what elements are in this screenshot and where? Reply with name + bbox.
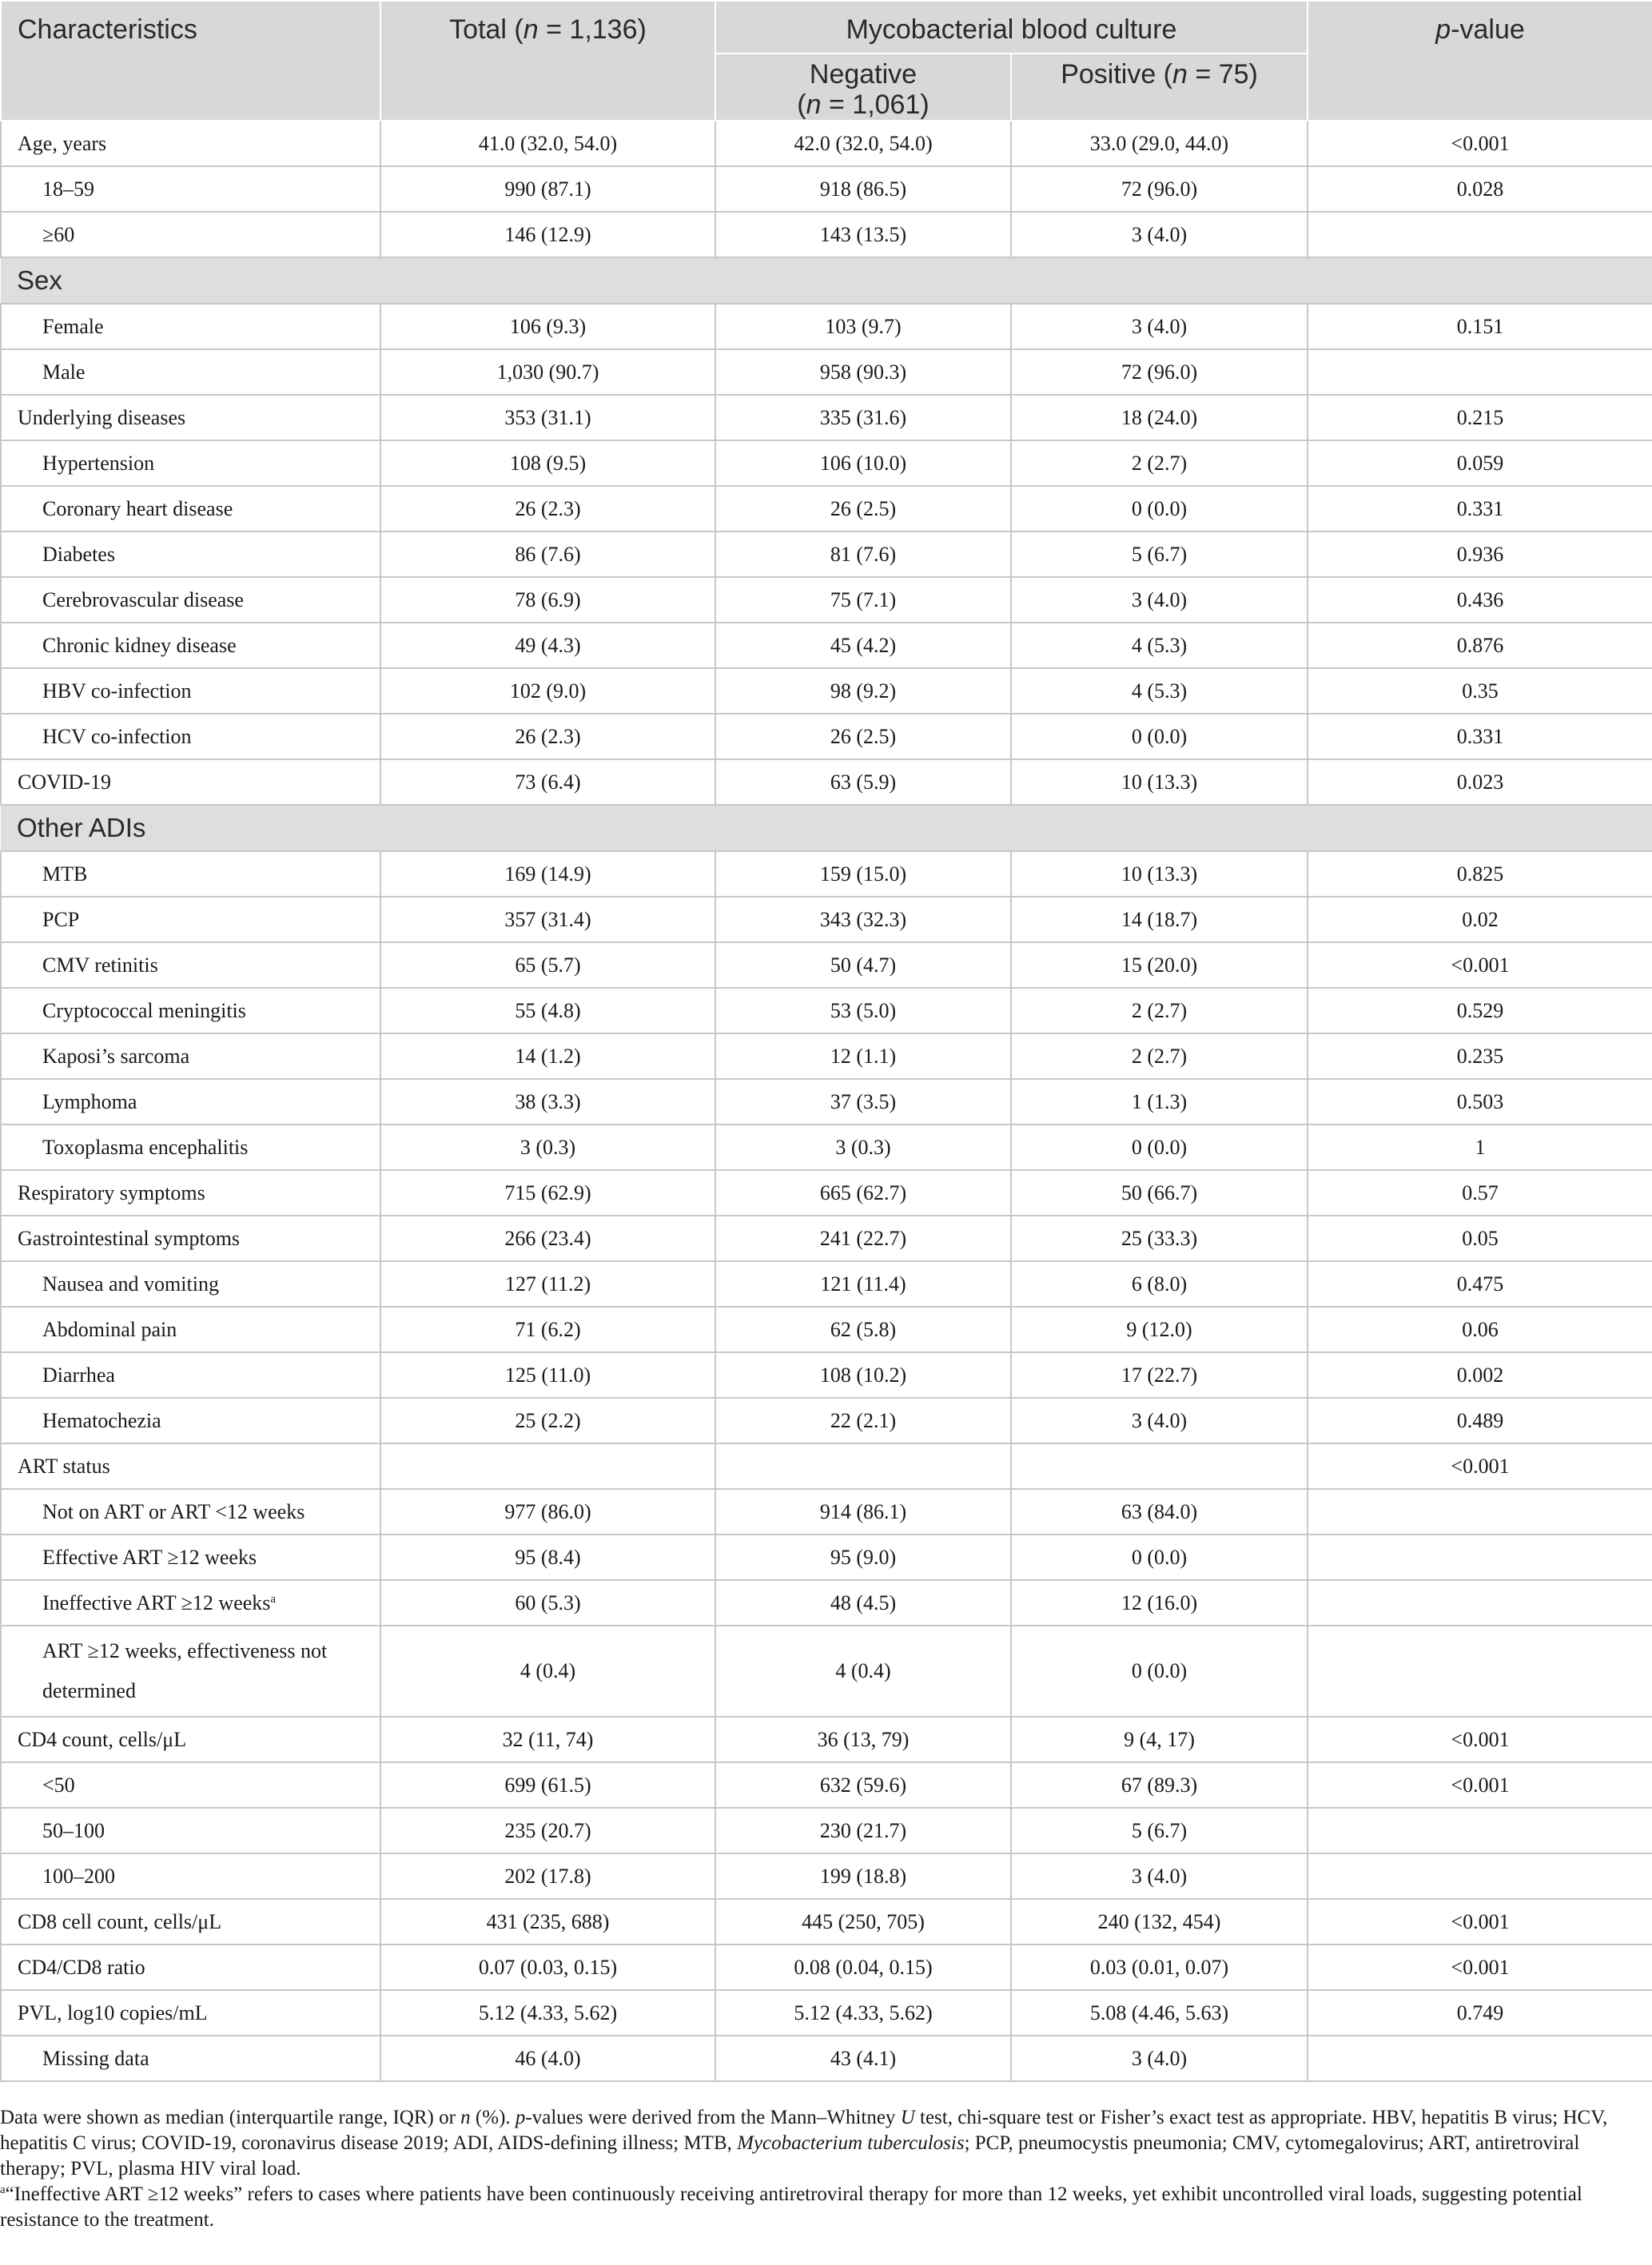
p-value-cell: 0.023 xyxy=(1308,759,1652,805)
p-value-cell: 0.825 xyxy=(1308,851,1652,897)
negative-cell: 665 (62.7) xyxy=(715,1170,1011,1216)
total-cell: 60 (5.3) xyxy=(380,1580,715,1626)
section-header-row xyxy=(1,257,1652,304)
total-cell: 990 (87.1) xyxy=(380,166,715,212)
positive-cell: 2 (2.7) xyxy=(1011,440,1308,486)
table-row xyxy=(1,531,1652,577)
total-cell: 14 (1.2) xyxy=(380,1033,715,1079)
p-value-cell: <0.001 xyxy=(1308,121,1652,166)
row-label: Respiratory symptoms xyxy=(1,1170,380,1216)
negative-cell: 45 (4.2) xyxy=(715,623,1011,668)
negative-cell: 106 (10.0) xyxy=(715,440,1011,486)
p-value-cell: 0.436 xyxy=(1308,577,1652,623)
table-row xyxy=(1,486,1652,531)
p-value-cell: 0.489 xyxy=(1308,1398,1652,1443)
p-value-cell: 0.028 xyxy=(1308,166,1652,212)
total-cell: 715 (62.9) xyxy=(380,1170,715,1216)
positive-cell: 33.0 (29.0, 44.0) xyxy=(1011,121,1308,166)
total-cell: 106 (9.3) xyxy=(380,304,715,349)
negative-cell: 343 (32.3) xyxy=(715,897,1011,942)
positive-cell: 2 (2.7) xyxy=(1011,988,1308,1033)
p-value-cell: <0.001 xyxy=(1308,1717,1652,1762)
row-label: Lymphoma xyxy=(1,1079,380,1125)
row-label: Effective ART ≥12 weeks xyxy=(1,1535,380,1580)
table-row xyxy=(1,1762,1652,1808)
total-cell: 38 (3.3) xyxy=(380,1079,715,1125)
total-cell: 353 (31.1) xyxy=(380,395,715,440)
p-value-cell: 0.876 xyxy=(1308,623,1652,668)
total-cell: 78 (6.9) xyxy=(380,577,715,623)
negative-cell: 230 (21.7) xyxy=(715,1808,1011,1853)
table-row xyxy=(1,212,1652,257)
table-row xyxy=(1,1398,1652,1443)
table-row xyxy=(1,349,1652,395)
total-cell: 0.07 (0.03, 0.15) xyxy=(380,1945,715,1990)
row-label: Cerebrovascular disease xyxy=(1,577,380,623)
negative-cell: 81 (7.6) xyxy=(715,531,1011,577)
table-row xyxy=(1,1033,1652,1079)
positive-cell: 3 (4.0) xyxy=(1011,212,1308,257)
row-label: Male xyxy=(1,349,380,395)
table-row xyxy=(1,1170,1652,1216)
row-label: MTB xyxy=(1,851,380,897)
section-label: Sex xyxy=(1,257,1652,304)
table-row xyxy=(1,1899,1652,1945)
footnote-abbreviations: Data were shown as median (interquartile range, IQR) or n (%). p-values were derived from the Mann–Whitney U test, chi-square test or Fisher’s exact test as appropriate. HBV, hepatitis B virus; HCV, hepatitis C virus; COVID-19, coronavirus disease 2019; ADI, AIDS-defining illness; MTB, Mycobacterium tuberculosis; PCP, pneumocystis pneumonia; CMV, cytomegalovirus; ART, antiretroviral therapy; PVL, plasma HIV viral load. xyxy=(0,2107,1608,2179)
header-characteristics: Characteristics xyxy=(1,1,380,121)
negative-cell: 75 (7.1) xyxy=(715,577,1011,623)
negative-cell: 3 (0.3) xyxy=(715,1125,1011,1170)
p-value-cell xyxy=(1308,349,1652,395)
total-cell: 86 (7.6) xyxy=(380,531,715,577)
p-value-cell: 0.749 xyxy=(1308,1990,1652,2036)
total-cell: 49 (4.3) xyxy=(380,623,715,668)
positive-cell: 10 (13.3) xyxy=(1011,759,1308,805)
positive-cell: 10 (13.3) xyxy=(1011,851,1308,897)
negative-cell: 121 (11.4) xyxy=(715,1261,1011,1307)
row-label: Toxoplasma encephalitis xyxy=(1,1125,380,1170)
row-label: HBV co-infection xyxy=(1,668,380,714)
table-row xyxy=(1,1352,1652,1398)
table-row xyxy=(1,166,1652,212)
negative-cell: 12 (1.1) xyxy=(715,1033,1011,1079)
p-value-cell xyxy=(1308,1535,1652,1580)
p-value-cell: <0.001 xyxy=(1308,1762,1652,1808)
p-value-cell: <0.001 xyxy=(1308,1945,1652,1990)
positive-cell: 14 (18.7) xyxy=(1011,897,1308,942)
negative-cell: 958 (90.3) xyxy=(715,349,1011,395)
total-cell: 431 (235, 688) xyxy=(380,1899,715,1945)
positive-cell: 3 (4.0) xyxy=(1011,304,1308,349)
positive-cell: 240 (132, 454) xyxy=(1011,1899,1308,1945)
total-cell: 125 (11.0) xyxy=(380,1352,715,1398)
header-positive: Positive (n = 75) xyxy=(1011,54,1308,121)
row-label: CD4 count, cells/μL xyxy=(1,1717,380,1762)
negative-cell: 159 (15.0) xyxy=(715,851,1011,897)
negative-cell: 63 (5.9) xyxy=(715,759,1011,805)
total-cell: 73 (6.4) xyxy=(380,759,715,805)
row-label: COVID-19 xyxy=(1,759,380,805)
negative-cell: 53 (5.0) xyxy=(715,988,1011,1033)
table-row xyxy=(1,1535,1652,1580)
total-cell: 41.0 (32.0, 54.0) xyxy=(380,121,715,166)
p-value-cell: 0.331 xyxy=(1308,486,1652,531)
table-row xyxy=(1,1489,1652,1535)
total-cell: 26 (2.3) xyxy=(380,714,715,759)
negative-cell: 0.08 (0.04, 0.15) xyxy=(715,1945,1011,1990)
table-row xyxy=(1,1626,1652,1717)
p-value-cell xyxy=(1308,1626,1652,1717)
table-row xyxy=(1,1443,1652,1489)
table-row xyxy=(1,577,1652,623)
negative-cell: 143 (13.5) xyxy=(715,212,1011,257)
positive-cell: 3 (4.0) xyxy=(1011,1398,1308,1443)
header-negative: Negative (n = 1,061) xyxy=(715,54,1011,121)
p-value-cell: 0.331 xyxy=(1308,714,1652,759)
positive-cell: 0 (0.0) xyxy=(1011,1535,1308,1580)
total-cell: 169 (14.9) xyxy=(380,851,715,897)
table-row xyxy=(1,440,1652,486)
positive-cell: 12 (16.0) xyxy=(1011,1580,1308,1626)
negative-cell: 4 (0.4) xyxy=(715,1626,1011,1717)
p-value-cell xyxy=(1308,1580,1652,1626)
negative-cell: 26 (2.5) xyxy=(715,486,1011,531)
row-label: PVL, log10 copies/mL xyxy=(1,1990,380,2036)
table-row xyxy=(1,1945,1652,1990)
p-value-cell: <0.001 xyxy=(1308,942,1652,988)
table-row xyxy=(1,304,1652,349)
row-label: Nausea and vomiting xyxy=(1,1261,380,1307)
header-total: Total (n = 1,136) xyxy=(380,1,715,121)
table-row xyxy=(1,714,1652,759)
negative-cell: 199 (18.8) xyxy=(715,1853,1011,1899)
negative-cell: 22 (2.1) xyxy=(715,1398,1011,1443)
row-label: ART ≥12 weeks, effectiveness not determined xyxy=(1,1626,380,1717)
total-cell: 5.12 (4.33, 5.62) xyxy=(380,1990,715,2036)
positive-cell: 4 (5.3) xyxy=(1011,668,1308,714)
p-value-cell: 0.35 xyxy=(1308,668,1652,714)
table-row xyxy=(1,623,1652,668)
total-cell xyxy=(380,1443,715,1489)
table-row xyxy=(1,759,1652,805)
row-label: 100–200 xyxy=(1,1853,380,1899)
negative-cell: 445 (250, 705) xyxy=(715,1899,1011,1945)
total-cell: 235 (20.7) xyxy=(380,1808,715,1853)
negative-cell: 42.0 (32.0, 54.0) xyxy=(715,121,1011,166)
total-cell: 4 (0.4) xyxy=(380,1626,715,1717)
header-blood-culture-group: Mycobacterial blood culture xyxy=(715,1,1308,54)
negative-cell: 103 (9.7) xyxy=(715,304,1011,349)
negative-cell: 5.12 (4.33, 5.62) xyxy=(715,1990,1011,2036)
row-label: CMV retinitis xyxy=(1,942,380,988)
row-label: HCV co-infection xyxy=(1,714,380,759)
section-header-row xyxy=(1,805,1652,851)
p-value-cell xyxy=(1308,1808,1652,1853)
row-label: Kaposi’s sarcoma xyxy=(1,1033,380,1079)
positive-cell: 3 (4.0) xyxy=(1011,2036,1308,2081)
p-value-cell xyxy=(1308,1489,1652,1535)
total-cell: 1,030 (90.7) xyxy=(380,349,715,395)
positive-cell: 6 (8.0) xyxy=(1011,1261,1308,1307)
table-row xyxy=(1,121,1652,166)
table-row xyxy=(1,1079,1652,1125)
row-label: 18–59 xyxy=(1,166,380,212)
positive-cell: 50 (66.7) xyxy=(1011,1170,1308,1216)
table-row xyxy=(1,1125,1652,1170)
negative-cell: 335 (31.6) xyxy=(715,395,1011,440)
negative-cell: 43 (4.1) xyxy=(715,2036,1011,2081)
row-label: Missing data xyxy=(1,2036,380,2081)
row-label: Diarrhea xyxy=(1,1352,380,1398)
positive-cell: 63 (84.0) xyxy=(1011,1489,1308,1535)
total-cell: 357 (31.4) xyxy=(380,897,715,942)
positive-cell: 0 (0.0) xyxy=(1011,1125,1308,1170)
table-row xyxy=(1,897,1652,942)
negative-cell xyxy=(715,1443,1011,1489)
positive-cell: 25 (33.3) xyxy=(1011,1216,1308,1261)
positive-cell: 67 (89.3) xyxy=(1011,1762,1308,1808)
table-row xyxy=(1,942,1652,988)
negative-cell: 48 (4.5) xyxy=(715,1580,1011,1626)
row-label: Hematochezia xyxy=(1,1398,380,1443)
row-label: Not on ART or ART <12 weeks xyxy=(1,1489,380,1535)
table-row xyxy=(1,1307,1652,1352)
negative-cell: 918 (86.5) xyxy=(715,166,1011,212)
table-row xyxy=(1,668,1652,714)
table-body xyxy=(1,121,1652,2081)
row-label: Cryptococcal meningitis xyxy=(1,988,380,1033)
positive-cell xyxy=(1011,1443,1308,1489)
negative-cell: 37 (3.5) xyxy=(715,1079,1011,1125)
positive-cell: 4 (5.3) xyxy=(1011,623,1308,668)
total-cell: 71 (6.2) xyxy=(380,1307,715,1352)
total-cell: 65 (5.7) xyxy=(380,942,715,988)
p-value-cell: 0.503 xyxy=(1308,1079,1652,1125)
row-label: Hypertension xyxy=(1,440,380,486)
negative-cell: 914 (86.1) xyxy=(715,1489,1011,1535)
row-label: Age, years xyxy=(1,121,380,166)
positive-cell: 5 (6.7) xyxy=(1011,531,1308,577)
row-label: Female xyxy=(1,304,380,349)
table-row xyxy=(1,1717,1652,1762)
row-label: Chronic kidney disease xyxy=(1,623,380,668)
table-row xyxy=(1,395,1652,440)
total-cell: 55 (4.8) xyxy=(380,988,715,1033)
total-cell: 102 (9.0) xyxy=(380,668,715,714)
positive-cell: 72 (96.0) xyxy=(1011,349,1308,395)
p-value-cell: 0.06 xyxy=(1308,1307,1652,1352)
row-label: Underlying diseases xyxy=(1,395,380,440)
p-value-cell: <0.001 xyxy=(1308,1443,1652,1489)
row-label: ≥60 xyxy=(1,212,380,257)
positive-cell: 18 (24.0) xyxy=(1011,395,1308,440)
row-label: CD4/CD8 ratio xyxy=(1,1945,380,1990)
positive-cell: 5 (6.7) xyxy=(1011,1808,1308,1853)
total-cell: 25 (2.2) xyxy=(380,1398,715,1443)
negative-cell: 26 (2.5) xyxy=(715,714,1011,759)
p-value-cell: 0.002 xyxy=(1308,1352,1652,1398)
row-label: Gastrointestinal symptoms xyxy=(1,1216,380,1261)
table-row xyxy=(1,1990,1652,2036)
p-value-cell: 0.57 xyxy=(1308,1170,1652,1216)
total-cell: 95 (8.4) xyxy=(380,1535,715,1580)
p-value-cell: 1 xyxy=(1308,1125,1652,1170)
p-value-cell: 0.475 xyxy=(1308,1261,1652,1307)
p-value-cell xyxy=(1308,212,1652,257)
p-value-cell: 0.215 xyxy=(1308,395,1652,440)
positive-cell: 5.08 (4.46, 5.63) xyxy=(1011,1990,1308,2036)
row-label: 50–100 xyxy=(1,1808,380,1853)
table-row xyxy=(1,1853,1652,1899)
footnote-a: $^a$“Ineffective ART ≥12 weeks” refers to cases where patients have been continuously receiving antiretroviral therapy for more than 12 weeks, yet exhibit uncontrolled viral loads, suggesting potential resistance to the treatment. xyxy=(0,2183,1582,2231)
total-cell: 202 (17.8) xyxy=(380,1853,715,1899)
negative-cell: 108 (10.2) xyxy=(715,1352,1011,1398)
p-value-cell: 0.235 xyxy=(1308,1033,1652,1079)
positive-cell: 2 (2.7) xyxy=(1011,1033,1308,1079)
negative-cell: 632 (59.6) xyxy=(715,1762,1011,1808)
negative-cell: 95 (9.0) xyxy=(715,1535,1011,1580)
positive-cell: 0 (0.0) xyxy=(1011,714,1308,759)
row-label: PCP xyxy=(1,897,380,942)
negative-cell: 241 (22.7) xyxy=(715,1216,1011,1261)
positive-cell: 3 (4.0) xyxy=(1011,577,1308,623)
total-cell: 46 (4.0) xyxy=(380,2036,715,2081)
table-row xyxy=(1,2036,1652,2081)
total-cell: 699 (61.5) xyxy=(380,1762,715,1808)
row-label: Ineffective ART ≥12 weeks$^a$ xyxy=(1,1580,380,1626)
p-value-cell: 0.529 xyxy=(1308,988,1652,1033)
positive-cell: 1 (1.3) xyxy=(1011,1079,1308,1125)
positive-cell: 9 (12.0) xyxy=(1011,1307,1308,1352)
section-label: Other ADIs xyxy=(1,805,1652,851)
total-cell: 266 (23.4) xyxy=(380,1216,715,1261)
p-value-cell: 0.02 xyxy=(1308,897,1652,942)
row-label: Abdominal pain xyxy=(1,1307,380,1352)
p-value-cell: 0.05 xyxy=(1308,1216,1652,1261)
p-value-cell: <0.001 xyxy=(1308,1899,1652,1945)
total-cell: 146 (12.9) xyxy=(380,212,715,257)
row-label: CD8 cell count, cells/μL xyxy=(1,1899,380,1945)
table-header xyxy=(1,1,1652,121)
table-footnote xyxy=(0,2105,1638,2233)
positive-cell: 0 (0.0) xyxy=(1011,486,1308,531)
table-row xyxy=(1,1216,1652,1261)
total-cell: 108 (9.5) xyxy=(380,440,715,486)
total-cell: 977 (86.0) xyxy=(380,1489,715,1535)
total-cell: 32 (11, 74) xyxy=(380,1717,715,1762)
row-label: ART status xyxy=(1,1443,380,1489)
positive-cell: 0.03 (0.01, 0.07) xyxy=(1011,1945,1308,1990)
negative-cell: 98 (9.2) xyxy=(715,668,1011,714)
table-row xyxy=(1,1580,1652,1626)
row-label: Coronary heart disease xyxy=(1,486,380,531)
table-row xyxy=(1,1261,1652,1307)
p-value-cell xyxy=(1308,1853,1652,1899)
table-row xyxy=(1,988,1652,1033)
positive-cell: 3 (4.0) xyxy=(1011,1853,1308,1899)
p-value-cell: 0.059 xyxy=(1308,440,1652,486)
header-p-value: p-value xyxy=(1308,1,1652,121)
total-cell: 127 (11.2) xyxy=(380,1261,715,1307)
p-value-cell: 0.151 xyxy=(1308,304,1652,349)
negative-cell: 50 (4.7) xyxy=(715,942,1011,988)
table-row xyxy=(1,851,1652,897)
positive-cell: 72 (96.0) xyxy=(1011,166,1308,212)
p-value-cell: 0.936 xyxy=(1308,531,1652,577)
total-cell: 26 (2.3) xyxy=(380,486,715,531)
positive-cell: 17 (22.7) xyxy=(1011,1352,1308,1398)
row-label: Diabetes xyxy=(1,531,380,577)
positive-cell: 9 (4, 17) xyxy=(1011,1717,1308,1762)
positive-cell: 15 (20.0) xyxy=(1011,942,1308,988)
total-cell: 3 (0.3) xyxy=(380,1125,715,1170)
positive-cell: 0 (0.0) xyxy=(1011,1626,1308,1717)
p-value-cell xyxy=(1308,2036,1652,2081)
negative-cell: 62 (5.8) xyxy=(715,1307,1011,1352)
table-row xyxy=(1,1808,1652,1853)
row-label: <50 xyxy=(1,1762,380,1808)
negative-cell: 36 (13, 79) xyxy=(715,1717,1011,1762)
